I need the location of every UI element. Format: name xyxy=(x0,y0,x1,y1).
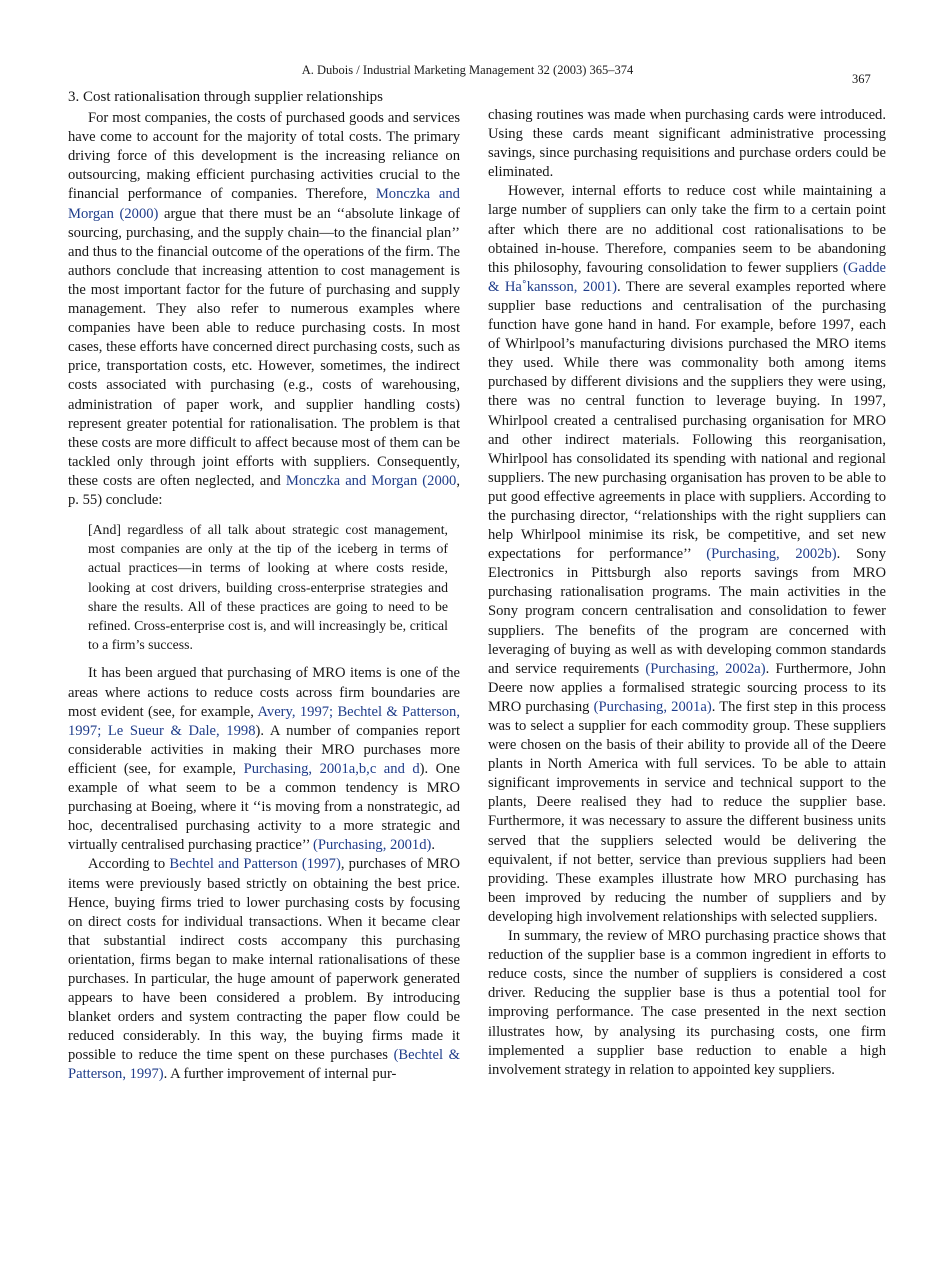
citation-link[interactable]: Monczka and Morgan (2000) xyxy=(68,186,460,222)
text-run: According to xyxy=(88,856,170,873)
text-run: . A further improvement of internal pur- xyxy=(163,1066,397,1083)
citation-link[interactable]: (Purchasing, 2002a) xyxy=(645,660,766,677)
page-number: 367 xyxy=(852,72,871,86)
text-run: For most companies, the costs of purchased goods and services have come to account for the majority of total costs. The primary driving force of this development is the increasing reliance on outsourcing, making efficient purchasing activities crucial to the financial performance of companies. Therefore, xyxy=(68,110,460,203)
text-run: ). One example of what seem to be a common tendency is MRO purchasing at Boeing, where it ‘‘is moving from a nonstrategic, ad hoc, decentralised purchasing activity to a more strategic and virtually centralised purchasing practice’’ xyxy=(68,760,460,854)
paragraph xyxy=(488,182,886,927)
text-run: . Sony Electronics in Pittsburgh also reports savings from MRO purchasing rationalisation programs. The main activities in the Sony program concern centralisation and consolidation to fewer suppliers. The benefits of the program are concerned with leveraging of buying as well as with developing common standards and service requirements xyxy=(488,546,887,677)
citation-link[interactable]: (Purchasing, 2002b) xyxy=(706,546,837,563)
citation-link[interactable]: (Bechtel & Patterson, 1997) xyxy=(68,1047,460,1083)
text-run: . The first step in this process was to select a supplier for each commodity group. These suppliers were chosen on the basis of their ability to provide all of the Deere plants in North America with full services. To be able to attain significant improvements in service and technical support to the plants, Deere realised they had to reduce the supplier base. Furthermore, it was necessary to assure the different business units served that the suppliers selected would be delivering the equivalent, if not better, service than previous suppliers had been providing. These examples illustrate how MRO purchasing has been improved by reducing the number of suppliers and by developing high involvement relationships with selected suppliers. xyxy=(488,698,886,925)
text-run: argue that there must be an ‘‘absolute linkage of sourcing, purchasing, and the supply chain—to the financial plan’’ and thus to the financial outcome of the operations of the firm. The authors conclude that increasing attention to cost management is the most important factor for the future of purchasing and supply management. They also refer to numerous examples where companies have been able to reduce purchasing costs. In most cases, these efforts have concerned direct purchasing costs, such as price, transportation costs, etc. However, sometimes, the indirect costs associated with purchasing (e.g., costs of warehousing, administration of paper work, and supplier handling costs) represent greater potential for rationalisation. The problem is that these costs are more difficult to affect because most of them can be tackled only through joint efforts with suppliers. Consequently, these costs are often neglected, and xyxy=(68,205,461,489)
text-run: ). A number of companies report considerable activities in making their MRO purchases more efficient (see, for example, xyxy=(68,722,460,777)
text-run: However, internal efforts to reduce cost while maintaining a large number of suppliers can only take the firm to a certain point after which there are no additional cost rationalisations to be obtained in-house. Therefore, companies seem to be abandoning this philosophy, favouring consolidation to fewer suppliers xyxy=(488,183,886,276)
citation-link[interactable]: (Purchasing, 2001a) xyxy=(593,698,712,715)
left-column xyxy=(68,88,460,1085)
text-run: , p. 55) conclude: xyxy=(68,472,460,508)
right-column xyxy=(488,106,886,1080)
text-run: It has been argued that purchasing of MRO items is one of the areas where actions to reduce costs across firm boundaries are most evident (see, for example, xyxy=(68,665,460,720)
section-heading: 3. Cost rationalisation through supplier relationships xyxy=(68,89,383,105)
paragraph xyxy=(68,664,460,855)
citation-link[interactable]: Monczka and Morgan (2000 xyxy=(285,472,457,489)
citation-link[interactable]: Avery, 1997; Bechtel & Patterson, 1997; Le Sueur & Dale, 1998 xyxy=(68,703,461,739)
citation-link[interactable]: (Purchasing, 2001d) xyxy=(313,837,432,854)
paragraph xyxy=(68,109,460,510)
paragraph xyxy=(68,855,460,1084)
text-run: . Furthermore, John Deere now applies a formalised strategic sourcing process to its MRO purchasing xyxy=(488,660,886,715)
citation-link[interactable]: Bechtel and Patterson (1997) xyxy=(169,856,341,873)
citation-link[interactable]: (Gadde & Ha˚kansson, 2001) xyxy=(488,259,886,295)
text-run: . There are several examples reported where supplier base reductions and centralisation of the purchasing function have gone hand in hand. For example, before 1997, each of Whirlpool’s manufacturing divisions purchased the MRO items they used. While there was commonality both among items purchased by different divisions and the suppliers they were using, there was no central function to leverage buying. In 1997, Whirlpool created a centralised purchasing organisation for MRO and other indirect materials. Following this reorganisation, Whirlpool has consolidated its spending with national and regional suppliers. The new purchasing organisation has proven to be able to put good effective agreements in place with suppliers. According to the purchasing director, ‘‘relationships with the right suppliers can help Whirlpool minimise its risk, be competitive, and set new expectations for performance’’ xyxy=(488,278,886,563)
paragraph: In summary, the review of MRO purchasing practice shows that reduction of the supplier base is a common ingredient in efforts to reduce costs, since the number of suppliers is considered a cost driver. Reducing the supplier base is thus a potential tool for improving performance. The case presented in the next section illustrates how, by analysing its purchasing costs, one firm implemented a supplier base reduction to enable a high involvement strategy in relation to appointed key suppliers. xyxy=(488,928,886,1078)
text-run: . xyxy=(431,837,436,854)
block-quote: [And] regardless of all talk about strategic cost management, most companies are only at the tip of the iceberg in terms of actual practices—in terms of looking at where costs reside, looking at cost drivers, building cross-enterprise strategies and share the results. All of these practices are going to need to be refined. Cross-enterprise cost is, and will increasingly be, critical to a firm’s success. xyxy=(88,522,448,653)
paragraph: chasing routines was made when purchasing cards were introduced. Using these cards meant significant administrative processing savings, since purchasing requisitions and purchase orders could be eliminated. xyxy=(488,107,886,181)
text-run: , purchases of MRO items were previously based strictly on obtaining the best price. Hence, buying firms tried to lower purchasing costs by focusing on direct costs for individual transactions. When it became clear that substantial indirect costs accompany this purchasing orientation, firms began to make internal rationalisations of these purchases. In particular, the huge amount of paperwork generated appears to have been considered a problem. By introducing blanket orders and system contracting the paper flow could be reduced considerably. In this way, the buying firms made it possible to reduce the time spent on these purchases xyxy=(68,856,460,1064)
citation-link[interactable]: Purchasing, 2001a,b,c and d xyxy=(243,760,420,777)
running-head: A. Dubois / Industrial Marketing Management 32 (2003) 365–374 xyxy=(301,63,634,77)
